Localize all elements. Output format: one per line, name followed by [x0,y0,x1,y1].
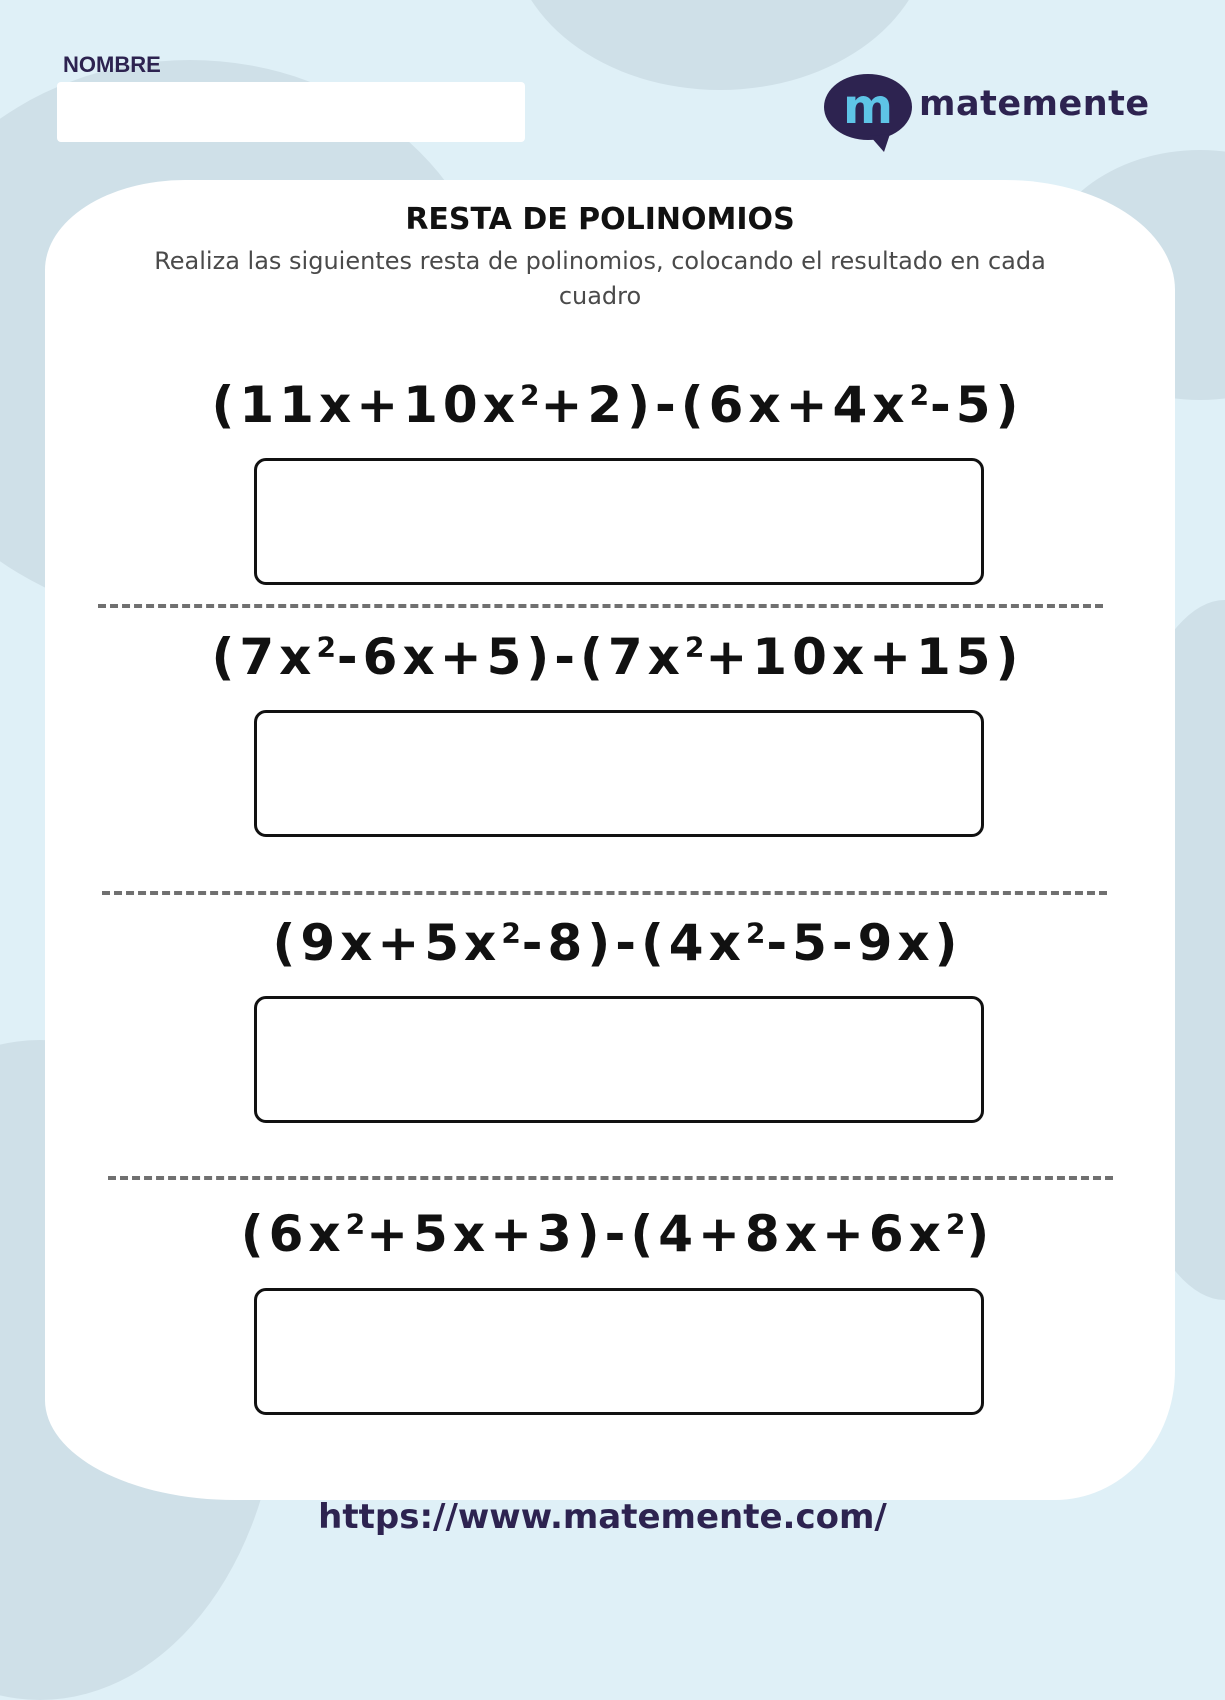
problem-expression [0,1205,1225,1263]
page-title: RESTA DE POLINOMIOS [405,202,795,237]
answer-box[interactable] [254,458,984,585]
expression-part: (6x [240,1205,346,1263]
expression-part: (9x+5x [272,914,502,972]
instructions: Realiza las siguientes resta de polinomios, colocando el resultado en cada cuadro [154,247,1046,310]
expression-part: (11x+10x [211,376,520,434]
name-label: NOMBRE [63,52,161,77]
expression-part: +10x+15) [705,628,1024,686]
speech-bubble-logo-icon [824,72,916,152]
expression-part: -6x+5)-(7x [336,628,685,686]
expression-part: -5) [930,376,1024,434]
expression-part: ) [966,1205,995,1263]
problem-expression [0,376,1225,434]
problem-expression [0,914,1225,972]
expression-part: -8)-(4x [521,914,746,972]
dashed-divider [98,604,1103,608]
footer-link[interactable]: https://www.matemente.com/ [318,1497,887,1537]
name-field[interactable] [57,82,525,142]
expression-part: +5x+3)-(4+8x+6x [366,1205,946,1263]
exponent: 2 [745,916,767,950]
answer-box[interactable] [254,710,984,837]
exponent: 2 [345,1207,367,1241]
answer-box[interactable] [254,996,984,1123]
exponent: 2 [501,916,522,950]
dashed-divider [108,1176,1113,1180]
expression-part: (7x [211,628,317,686]
expression-part: -5-9x) [766,914,963,972]
dashed-divider [102,891,1107,895]
exponent: 2 [909,378,931,412]
brand-name: matemente [919,84,1150,124]
expression-part: +2)-(6x+4x [540,376,910,434]
exponent: 2 [945,1207,967,1241]
exponent: 2 [316,630,337,664]
answer-box[interactable] [254,1288,984,1415]
exponent: 2 [684,630,706,664]
brand-logo [824,72,1150,152]
logo-initial: m [842,79,894,135]
exponent: 2 [519,378,541,412]
problem-expression [0,628,1225,686]
